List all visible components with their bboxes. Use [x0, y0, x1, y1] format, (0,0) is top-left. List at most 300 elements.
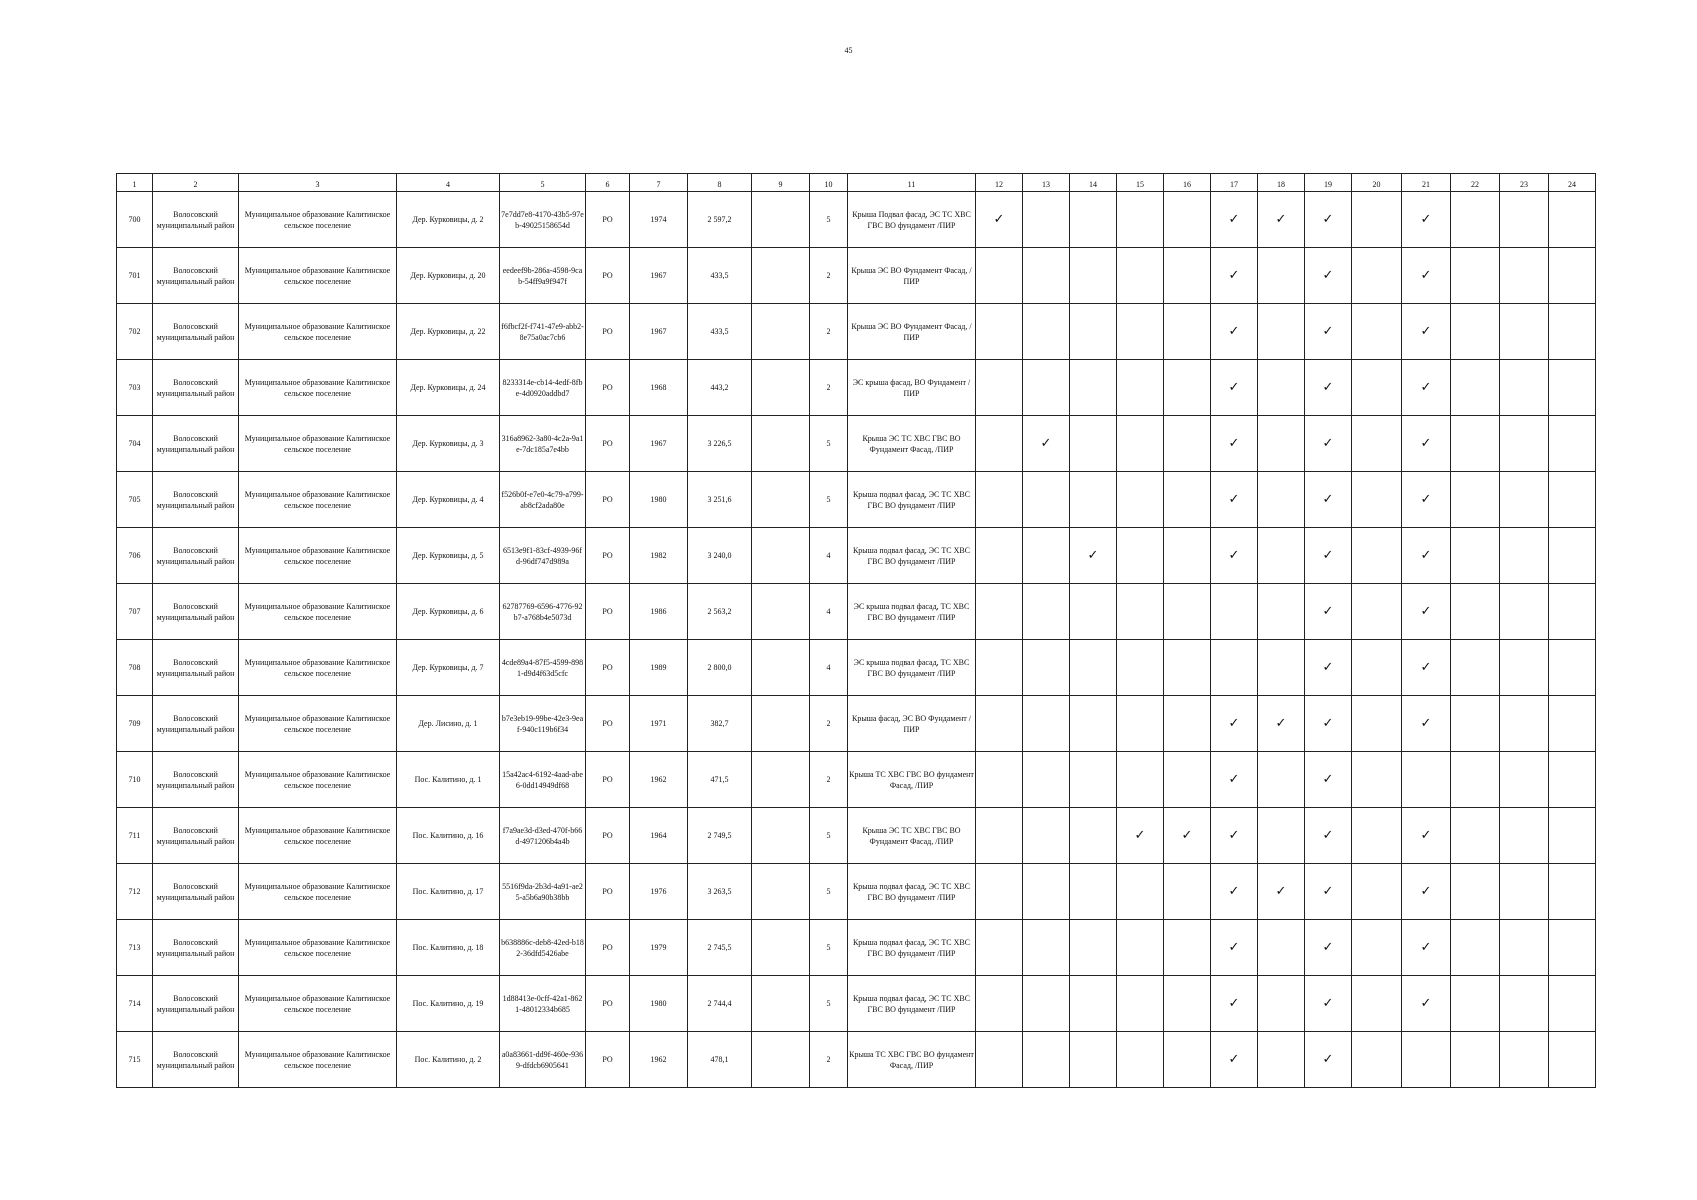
total-area: 2 745,5 — [688, 920, 752, 976]
check-cell-col-17: ✓ — [1211, 864, 1258, 920]
works-list: Крыша Подвал фасад, ЭС ТС ХВС ГВС ВО фундамент /ПИР — [848, 192, 976, 248]
check-cell-col-19: ✓ — [1305, 192, 1352, 248]
building-uid: 316a8962-3a80-4c2a-9a1e-7dc185a7e4bb — [500, 416, 586, 472]
check-cell-col-20 — [1352, 920, 1402, 976]
district-name: Волосовский муниципальный район — [153, 976, 239, 1032]
check-cell-col-13 — [1023, 528, 1070, 584]
table-row — [117, 192, 1596, 248]
check-cell-col-24 — [1549, 808, 1596, 864]
district-name: Волосовский муниципальный район — [153, 472, 239, 528]
check-cell-col-21 — [1402, 752, 1451, 808]
check-cell-col-19: ✓ — [1305, 472, 1352, 528]
total-area: 2 800,0 — [688, 640, 752, 696]
check-cell-col-21: ✓ — [1402, 304, 1451, 360]
check-cell-col-16 — [1164, 360, 1211, 416]
column-9-value — [752, 864, 810, 920]
row-number: 711 — [117, 808, 153, 864]
address: Пос. Калитино, д. 17 — [397, 864, 500, 920]
address: Дер. Курковицы, д. 3 — [397, 416, 500, 472]
check-cell-col-24 — [1549, 640, 1596, 696]
check-cell-col-24 — [1549, 416, 1596, 472]
check-cell-col-24 — [1549, 304, 1596, 360]
check-cell-col-13 — [1023, 192, 1070, 248]
table-row — [117, 248, 1596, 304]
column-9-value — [752, 528, 810, 584]
check-cell-col-23 — [1500, 864, 1549, 920]
check-cell-col-19: ✓ — [1305, 416, 1352, 472]
floor-count: 4 — [810, 528, 848, 584]
check-cell-col-24 — [1549, 472, 1596, 528]
check-cell-col-16 — [1164, 864, 1211, 920]
column-number-14: 14 — [1070, 174, 1117, 192]
column-number-23: 23 — [1500, 174, 1549, 192]
table-row — [117, 976, 1596, 1032]
floor-count: 5 — [810, 192, 848, 248]
address: Дер. Курковицы, д. 6 — [397, 584, 500, 640]
check-cell-col-19: ✓ — [1305, 528, 1352, 584]
row-number: 708 — [117, 640, 153, 696]
column-number-2: 2 — [153, 174, 239, 192]
check-cell-col-13 — [1023, 864, 1070, 920]
check-cell-col-21: ✓ — [1402, 584, 1451, 640]
works-list: Крыша фасад, ЭС ВО Фундамент /ПИР — [848, 696, 976, 752]
total-area: 3 251,6 — [688, 472, 752, 528]
address: Пос. Калитино, д. 2 — [397, 1032, 500, 1088]
works-list: Крыша ТС ХВС ГВС ВО фундамент Фасад, /ПИР — [848, 752, 976, 808]
works-list: Крыша подвал фасад, ЭС ТС ХВС ГВС ВО фундамент /ПИР — [848, 864, 976, 920]
check-cell-col-21: ✓ — [1402, 192, 1451, 248]
municipality-name: Муниципальное образование Калитинское сельское поселение — [239, 304, 397, 360]
check-cell-col-13 — [1023, 584, 1070, 640]
municipality-name: Муниципальное образование Калитинское сельское поселение — [239, 640, 397, 696]
management-type: РО — [586, 864, 630, 920]
municipality-name: Муниципальное образование Калитинское сельское поселение — [239, 976, 397, 1032]
municipality-name: Муниципальное образование Калитинское сельское поселение — [239, 192, 397, 248]
housing-registry-table — [116, 173, 1596, 1088]
table-row — [117, 304, 1596, 360]
municipality-name: Муниципальное образование Калитинское сельское поселение — [239, 528, 397, 584]
works-list: Крыша подвал фасад, ЭС ТС ХВС ГВС ВО фундамент /ПИР — [848, 528, 976, 584]
works-list: ЭС крыша подвал фасад, ТС ХВС ГВС ВО фундамент /ПИР — [848, 584, 976, 640]
municipality-name: Муниципальное образование Калитинское сельское поселение — [239, 360, 397, 416]
column-number-row — [117, 174, 1596, 192]
check-cell-col-24 — [1549, 752, 1596, 808]
check-cell-col-18 — [1258, 808, 1305, 864]
check-cell-col-22 — [1451, 808, 1500, 864]
address: Дер. Курковицы, д. 5 — [397, 528, 500, 584]
column-number-11: 11 — [848, 174, 976, 192]
management-type: РО — [586, 976, 630, 1032]
row-number: 700 — [117, 192, 153, 248]
building-uid: f7a9ae3d-d3ed-470f-b66d-4971206b4a4b — [500, 808, 586, 864]
check-cell-col-13 — [1023, 640, 1070, 696]
check-cell-col-15 — [1117, 416, 1164, 472]
check-cell-col-18: ✓ — [1258, 192, 1305, 248]
check-cell-col-12: ✓ — [976, 192, 1023, 248]
check-cell-col-18 — [1258, 304, 1305, 360]
works-list: Крыша ЭС ВО Фундамент Фасад, /ПИР — [848, 248, 976, 304]
check-cell-col-15 — [1117, 584, 1164, 640]
check-cell-col-13 — [1023, 752, 1070, 808]
building-uid: 7e7dd7e8-4170-43b5-97eb-49025158654d — [500, 192, 586, 248]
column-number-13: 13 — [1023, 174, 1070, 192]
district-name: Волосовский муниципальный район — [153, 696, 239, 752]
check-cell-col-12 — [976, 584, 1023, 640]
address: Дер. Курковицы, д. 7 — [397, 640, 500, 696]
check-cell-col-18 — [1258, 752, 1305, 808]
check-cell-col-16 — [1164, 472, 1211, 528]
check-cell-col-19: ✓ — [1305, 248, 1352, 304]
build-year: 1971 — [630, 696, 688, 752]
building-uid: 1d88413e-0cff-42a1-8621-48012334b685 — [500, 976, 586, 1032]
address: Пос. Калитино, д. 16 — [397, 808, 500, 864]
check-cell-col-22 — [1451, 472, 1500, 528]
row-number: 713 — [117, 920, 153, 976]
check-cell-col-13 — [1023, 976, 1070, 1032]
check-cell-col-24 — [1549, 584, 1596, 640]
check-cell-col-23 — [1500, 304, 1549, 360]
check-cell-col-18: ✓ — [1258, 864, 1305, 920]
total-area: 3 240,0 — [688, 528, 752, 584]
build-year: 1986 — [630, 584, 688, 640]
check-cell-col-16 — [1164, 304, 1211, 360]
check-cell-col-12 — [976, 528, 1023, 584]
check-cell-col-19: ✓ — [1305, 808, 1352, 864]
address: Дер. Курковицы, д. 4 — [397, 472, 500, 528]
check-cell-col-23 — [1500, 1032, 1549, 1088]
table-row — [117, 1032, 1596, 1088]
district-name: Волосовский муниципальный район — [153, 584, 239, 640]
column-9-value — [752, 640, 810, 696]
check-cell-col-17: ✓ — [1211, 192, 1258, 248]
building-uid: 62787769-6596-4776-92b7-a768b4e5073d — [500, 584, 586, 640]
check-cell-col-19: ✓ — [1305, 920, 1352, 976]
check-cell-col-16: ✓ — [1164, 808, 1211, 864]
check-cell-col-23 — [1500, 976, 1549, 1032]
check-cell-col-22 — [1451, 920, 1500, 976]
check-cell-col-16 — [1164, 416, 1211, 472]
build-year: 1962 — [630, 1032, 688, 1088]
column-9-value — [752, 696, 810, 752]
column-9-value — [752, 752, 810, 808]
check-cell-col-12 — [976, 304, 1023, 360]
works-list: ЭС крыша подвал фасад, ТС ХВС ГВС ВО фундамент /ПИР — [848, 640, 976, 696]
column-number-7: 7 — [630, 174, 688, 192]
total-area: 2 749,5 — [688, 808, 752, 864]
row-number: 705 — [117, 472, 153, 528]
check-cell-col-19: ✓ — [1305, 696, 1352, 752]
management-type: РО — [586, 416, 630, 472]
municipality-name: Муниципальное образование Калитинское сельское поселение — [239, 472, 397, 528]
check-cell-col-18 — [1258, 248, 1305, 304]
build-year: 1980 — [630, 472, 688, 528]
check-cell-col-21: ✓ — [1402, 864, 1451, 920]
column-number-15: 15 — [1117, 174, 1164, 192]
check-cell-col-17: ✓ — [1211, 304, 1258, 360]
check-cell-col-23 — [1500, 640, 1549, 696]
building-uid: 5516f9da-2b3d-4a91-ae25-a5b6a90b38bb — [500, 864, 586, 920]
floor-count: 2 — [810, 696, 848, 752]
check-cell-col-14 — [1070, 864, 1117, 920]
check-cell-col-15 — [1117, 528, 1164, 584]
municipality-name: Муниципальное образование Калитинское сельское поселение — [239, 864, 397, 920]
check-cell-col-14 — [1070, 304, 1117, 360]
check-cell-col-19: ✓ — [1305, 1032, 1352, 1088]
table-row — [117, 752, 1596, 808]
total-area: 2 744,4 — [688, 976, 752, 1032]
check-cell-col-18: ✓ — [1258, 696, 1305, 752]
works-list: Крыша подвал фасад, ЭС ТС ХВС ГВС ВО фундамент /ПИР — [848, 976, 976, 1032]
check-cell-col-19: ✓ — [1305, 584, 1352, 640]
column-9-value — [752, 248, 810, 304]
table-row — [117, 808, 1596, 864]
municipality-name: Муниципальное образование Калитинское сельское поселение — [239, 1032, 397, 1088]
check-cell-col-17: ✓ — [1211, 528, 1258, 584]
works-list: Крыша подвал фасад, ЭС ТС ХВС ГВС ВО фундамент /ПИР — [848, 472, 976, 528]
check-cell-col-22 — [1451, 696, 1500, 752]
check-cell-col-16 — [1164, 640, 1211, 696]
management-type: РО — [586, 304, 630, 360]
check-cell-col-21: ✓ — [1402, 472, 1451, 528]
floor-count: 5 — [810, 808, 848, 864]
build-year: 1968 — [630, 360, 688, 416]
check-cell-col-21: ✓ — [1402, 640, 1451, 696]
check-cell-col-12 — [976, 248, 1023, 304]
table-row — [117, 472, 1596, 528]
works-list: Крыша ЭС ТС ХВС ГВС ВО Фундамент Фасад, /ПИР — [848, 416, 976, 472]
column-number-17: 17 — [1211, 174, 1258, 192]
check-cell-col-13 — [1023, 248, 1070, 304]
column-number-5: 5 — [500, 174, 586, 192]
check-cell-col-13 — [1023, 808, 1070, 864]
check-cell-col-19: ✓ — [1305, 640, 1352, 696]
build-year: 1967 — [630, 416, 688, 472]
check-cell-col-15 — [1117, 696, 1164, 752]
check-cell-col-17: ✓ — [1211, 248, 1258, 304]
management-type: РО — [586, 920, 630, 976]
floor-count: 5 — [810, 864, 848, 920]
table-row — [117, 864, 1596, 920]
column-9-value — [752, 304, 810, 360]
check-cell-col-24 — [1549, 1032, 1596, 1088]
municipality-name: Муниципальное образование Калитинское сельское поселение — [239, 696, 397, 752]
check-cell-col-24 — [1549, 360, 1596, 416]
check-cell-col-14 — [1070, 360, 1117, 416]
table-row — [117, 584, 1596, 640]
check-cell-col-22 — [1451, 752, 1500, 808]
row-number: 709 — [117, 696, 153, 752]
check-cell-col-14 — [1070, 976, 1117, 1032]
check-cell-col-16 — [1164, 248, 1211, 304]
total-area: 3 263,5 — [688, 864, 752, 920]
check-cell-col-21: ✓ — [1402, 416, 1451, 472]
check-cell-col-19: ✓ — [1305, 864, 1352, 920]
check-cell-col-13 — [1023, 696, 1070, 752]
building-uid: b638886c-deb8-42ed-b182-36dfd5426abe — [500, 920, 586, 976]
column-number-3: 3 — [239, 174, 397, 192]
building-uid: f6fbcf2f-f741-47e9-abb2-8e75a0ac7cb6 — [500, 304, 586, 360]
build-year: 1967 — [630, 248, 688, 304]
check-cell-col-21: ✓ — [1402, 696, 1451, 752]
check-cell-col-14 — [1070, 416, 1117, 472]
district-name: Волосовский муниципальный район — [153, 416, 239, 472]
row-number: 706 — [117, 528, 153, 584]
column-9-value — [752, 808, 810, 864]
district-name: Волосовский муниципальный район — [153, 920, 239, 976]
check-cell-col-14 — [1070, 1032, 1117, 1088]
total-area: 433,5 — [688, 248, 752, 304]
municipality-name: Муниципальное образование Калитинское сельское поселение — [239, 584, 397, 640]
column-9-value — [752, 1032, 810, 1088]
row-number: 707 — [117, 584, 153, 640]
row-number: 704 — [117, 416, 153, 472]
floor-count: 2 — [810, 248, 848, 304]
check-cell-col-23 — [1500, 808, 1549, 864]
management-type: РО — [586, 528, 630, 584]
check-cell-col-22 — [1451, 864, 1500, 920]
column-number-22: 22 — [1451, 174, 1500, 192]
floor-count: 2 — [810, 360, 848, 416]
check-cell-col-20 — [1352, 584, 1402, 640]
check-cell-col-18 — [1258, 416, 1305, 472]
check-cell-col-22 — [1451, 360, 1500, 416]
address: Дер. Курковицы, д. 24 — [397, 360, 500, 416]
column-number-20: 20 — [1352, 174, 1402, 192]
check-cell-col-19: ✓ — [1305, 360, 1352, 416]
check-cell-col-12 — [976, 696, 1023, 752]
check-cell-col-17: ✓ — [1211, 472, 1258, 528]
check-cell-col-12 — [976, 472, 1023, 528]
municipality-name: Муниципальное образование Калитинское сельское поселение — [239, 920, 397, 976]
management-type: РО — [586, 248, 630, 304]
management-type: РО — [586, 1032, 630, 1088]
check-cell-col-12 — [976, 808, 1023, 864]
column-number-16: 16 — [1164, 174, 1211, 192]
check-cell-col-24 — [1549, 864, 1596, 920]
check-cell-col-21: ✓ — [1402, 248, 1451, 304]
check-cell-col-20 — [1352, 528, 1402, 584]
row-number: 712 — [117, 864, 153, 920]
table-row — [117, 360, 1596, 416]
check-cell-col-21: ✓ — [1402, 976, 1451, 1032]
check-cell-col-13 — [1023, 304, 1070, 360]
check-cell-col-15 — [1117, 1032, 1164, 1088]
address: Пос. Калитино, д. 1 — [397, 752, 500, 808]
check-cell-col-16 — [1164, 976, 1211, 1032]
municipality-name: Муниципальное образование Калитинское сельское поселение — [239, 752, 397, 808]
check-cell-col-22 — [1451, 1032, 1500, 1088]
check-cell-col-14 — [1070, 192, 1117, 248]
check-cell-col-17: ✓ — [1211, 360, 1258, 416]
check-cell-col-21: ✓ — [1402, 360, 1451, 416]
district-name: Волосовский муниципальный район — [153, 752, 239, 808]
check-cell-col-13 — [1023, 472, 1070, 528]
table-row — [117, 528, 1596, 584]
check-cell-col-23 — [1500, 584, 1549, 640]
check-cell-col-20 — [1352, 472, 1402, 528]
check-cell-col-24 — [1549, 192, 1596, 248]
check-cell-col-14 — [1070, 808, 1117, 864]
check-cell-col-16 — [1164, 584, 1211, 640]
building-uid: b7e3eb19-99be-42e3-9eaf-940c119b6f34 — [500, 696, 586, 752]
column-9-value — [752, 416, 810, 472]
municipality-name: Муниципальное образование Калитинское сельское поселение — [239, 416, 397, 472]
column-9-value — [752, 192, 810, 248]
check-cell-col-18 — [1258, 360, 1305, 416]
check-cell-col-23 — [1500, 416, 1549, 472]
building-uid: 15a42ac4-6192-4aad-abe6-0dd14949df68 — [500, 752, 586, 808]
management-type: РО — [586, 360, 630, 416]
column-9-value — [752, 584, 810, 640]
floor-count: 5 — [810, 976, 848, 1032]
total-area: 3 226,5 — [688, 416, 752, 472]
build-year: 1967 — [630, 304, 688, 360]
total-area: 2 563,2 — [688, 584, 752, 640]
check-cell-col-24 — [1549, 920, 1596, 976]
column-number-24: 24 — [1549, 174, 1596, 192]
check-cell-col-20 — [1352, 752, 1402, 808]
check-cell-col-15 — [1117, 192, 1164, 248]
column-number-6: 6 — [586, 174, 630, 192]
district-name: Волосовский муниципальный район — [153, 808, 239, 864]
check-cell-col-14 — [1070, 752, 1117, 808]
district-name: Волосовский муниципальный район — [153, 192, 239, 248]
check-cell-col-23 — [1500, 192, 1549, 248]
check-cell-col-18 — [1258, 584, 1305, 640]
address: Дер. Курковицы, д. 22 — [397, 304, 500, 360]
check-cell-col-20 — [1352, 248, 1402, 304]
check-cell-col-19: ✓ — [1305, 976, 1352, 1032]
row-number: 715 — [117, 1032, 153, 1088]
check-cell-col-15 — [1117, 248, 1164, 304]
works-list: Крыша подвал фасад, ЭС ТС ХВС ГВС ВО фундамент /ПИР — [848, 920, 976, 976]
check-cell-col-14 — [1070, 920, 1117, 976]
check-cell-col-19: ✓ — [1305, 304, 1352, 360]
check-cell-col-20 — [1352, 640, 1402, 696]
check-cell-col-23 — [1500, 360, 1549, 416]
column-number-4: 4 — [397, 174, 500, 192]
build-year: 1974 — [630, 192, 688, 248]
check-cell-col-20 — [1352, 416, 1402, 472]
district-name: Волосовский муниципальный район — [153, 248, 239, 304]
address: Пос. Калитино, д. 19 — [397, 976, 500, 1032]
check-cell-col-15 — [1117, 864, 1164, 920]
check-cell-col-13 — [1023, 1032, 1070, 1088]
total-area: 478,1 — [688, 1032, 752, 1088]
column-number-8: 8 — [688, 174, 752, 192]
check-cell-col-12 — [976, 920, 1023, 976]
check-cell-col-16 — [1164, 528, 1211, 584]
works-list: Крыша ТС ХВС ГВС ВО фундамент Фасад, /ПИР — [848, 1032, 976, 1088]
check-cell-col-15: ✓ — [1117, 808, 1164, 864]
column-number-9: 9 — [752, 174, 810, 192]
check-cell-col-20 — [1352, 808, 1402, 864]
check-cell-col-22 — [1451, 304, 1500, 360]
check-cell-col-17 — [1211, 640, 1258, 696]
floor-count: 2 — [810, 752, 848, 808]
check-cell-col-13 — [1023, 360, 1070, 416]
building-uid: eedeef9b-286a-4598-9cab-54ff9a9f947f — [500, 248, 586, 304]
table-row — [117, 696, 1596, 752]
column-9-value — [752, 920, 810, 976]
check-cell-col-20 — [1352, 696, 1402, 752]
district-name: Волосовский муниципальный район — [153, 1032, 239, 1088]
address: Дер. Курковицы, д. 20 — [397, 248, 500, 304]
management-type: РО — [586, 472, 630, 528]
row-number: 701 — [117, 248, 153, 304]
district-name: Волосовский муниципальный район — [153, 360, 239, 416]
check-cell-col-16 — [1164, 192, 1211, 248]
